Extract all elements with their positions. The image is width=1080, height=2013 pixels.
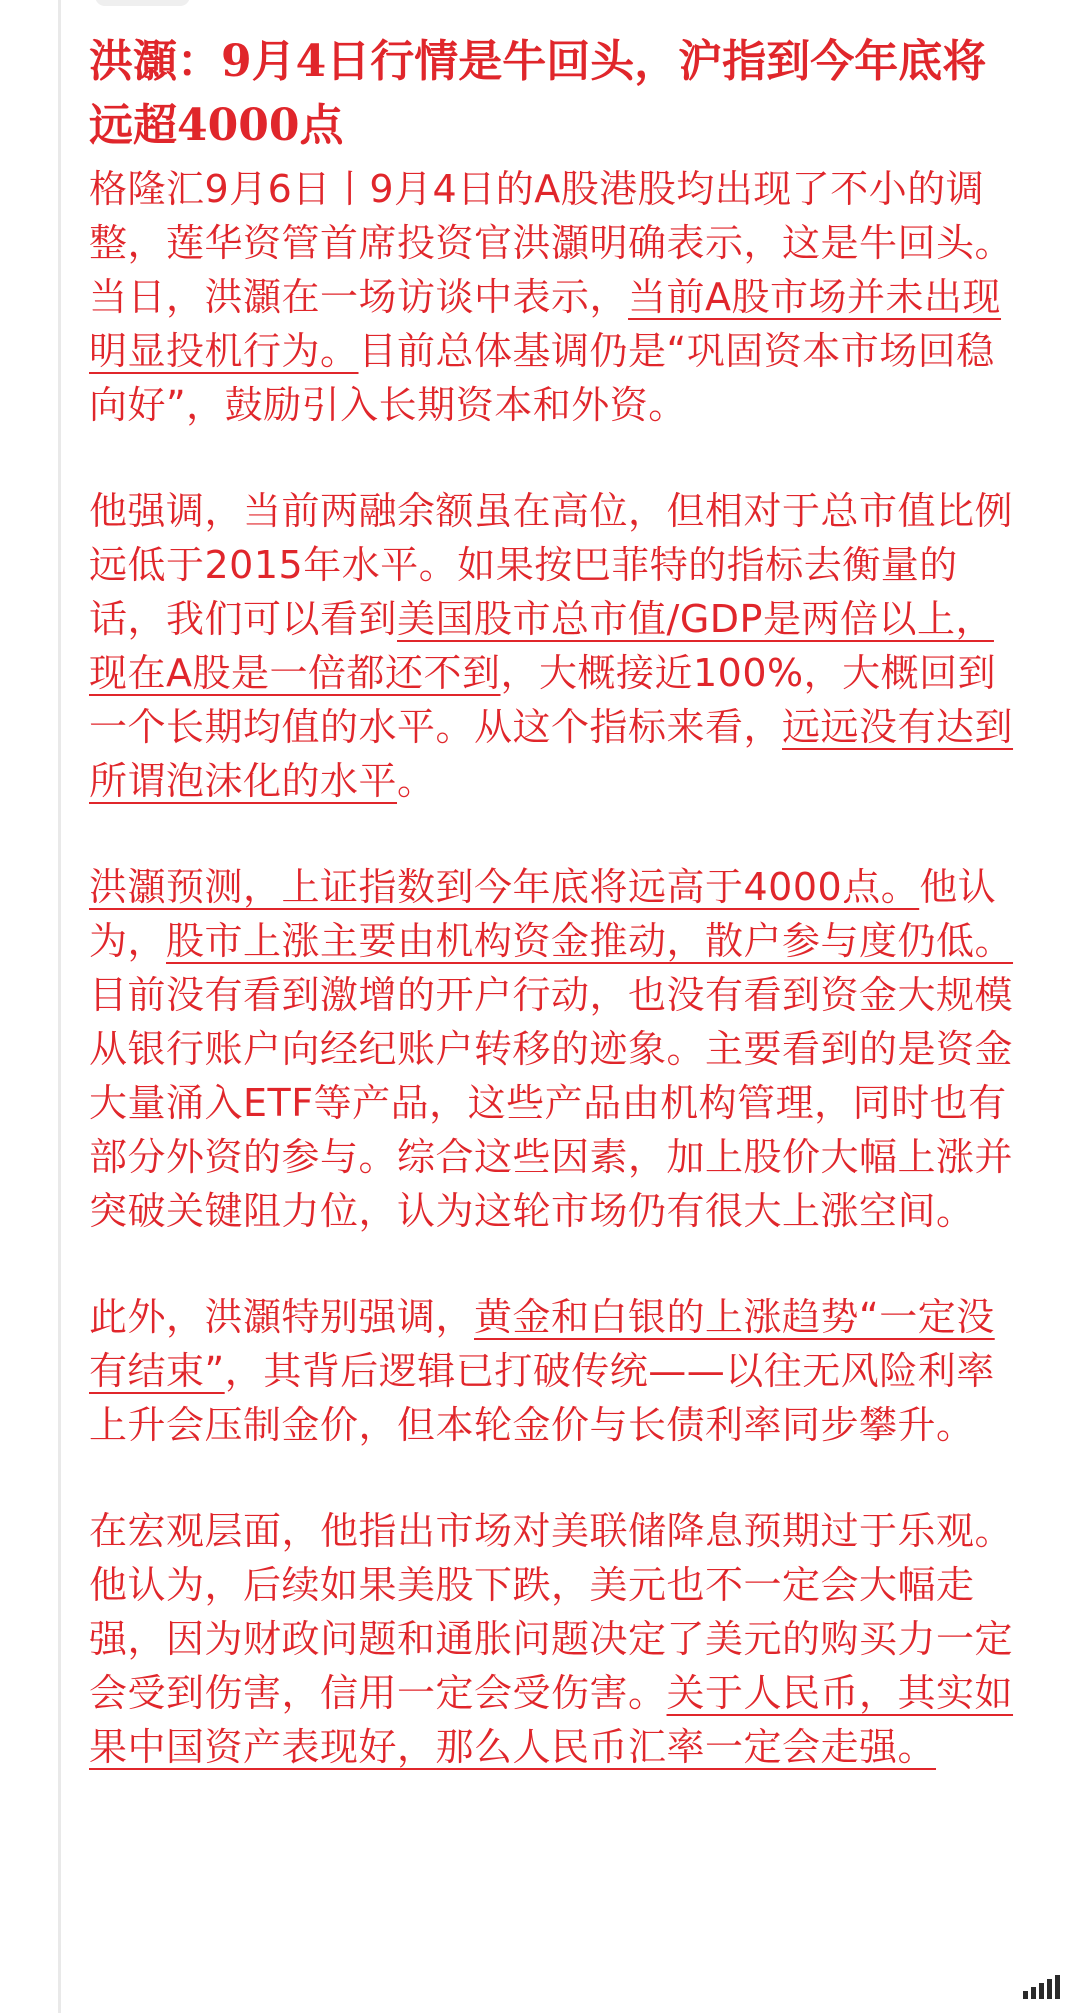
paragraph-5 — [89, 1504, 1019, 1774]
article — [89, 30, 1019, 1774]
paragraph-4-underlined-1: 黄金和白银的上涨趋势“一定没有结束” — [89, 1295, 995, 1393]
paragraph-4-text-1: 此外，洪灝特别强调， — [89, 1295, 475, 1339]
paragraph-2-text-3: 。 — [397, 759, 436, 803]
paragraph-1-text-2: 目前总体基调仍是“巩固资本市场回稳向好”，鼓励引入长期资本和外资。 — [89, 329, 995, 427]
paragraph-1-underlined-1: 当前A股市场并未出现明显投机行为。 — [89, 275, 1002, 373]
paragraph-2-underlined-2: 远远没有达到所谓泡沫化的水平 — [89, 705, 1014, 803]
signal-bars-icon — [1023, 1975, 1060, 1999]
paragraph-4-text-2: ，其背后逻辑已打破传统——以往无风险利率上升会压制金价，但本轮金价与长债利率同步攀升。 — [89, 1349, 995, 1447]
paragraph-3-text-1: 他认为， — [89, 865, 997, 963]
article-title: 洪灝：9月4日行情是牛回头，沪指到今年底将远超4000点 — [89, 36, 987, 151]
paragraph-3-underlined-1: 洪灝预测，上证指数到今年底将远高于4000点。 — [89, 865, 920, 909]
top-tab-decoration — [95, 0, 190, 6]
paragraph-3-text-2: 目前没有看到激增的开户行动，也没有看到资金大规模从银行账户向经纪账户转移的迹象。主要看到的是资金大量涌入ETF等产品，这些产品由机构管理，同时也有部分外资的参与。综合这些因素，加上股价大幅上涨并突破关键阻力位，认为这轮市场仍有很大上涨空间。 — [89, 973, 1014, 1233]
paragraph-5-text-1: 在宏观层面，他指出市场对美联储降息预期过于乐观。他认为，后续如果美股下跌，美元也不一定会大幅走强，因为财政问题和通胀问题决定了美元的购买力一定会受到伤害，信用一定会受伤害。 — [89, 1509, 1014, 1715]
paragraph-5-underlined-1: 关于人民币，其实如果中国资产表现好，那么人民币汇率一定会走强。 — [89, 1671, 1014, 1769]
paragraph-2 — [89, 484, 1019, 808]
paragraph-3-underlined-2: 股市上涨主要由机构资金推动，散户参与度仍低。 — [166, 919, 1014, 963]
paragraph-3 — [89, 860, 1019, 1238]
paragraph-4 — [89, 1290, 1019, 1452]
paragraph-1 — [89, 162, 1019, 432]
paragraph-2-underlined-1: 美国股市总市值/GDP是两倍以上，现在A股是一倍都还不到 — [89, 597, 994, 695]
paragraph-1-text-1: 格隆汇9月6日丨9月4日的A股港股均出现了不小的调整，莲华资管首席投资官洪灝明确表示，这是牛回头。当日，洪灝在一场访谈中表示， — [89, 167, 1014, 319]
left-border-rule — [58, 0, 61, 2013]
paragraph-2-text-1: 他强调，当前两融余额虽在高位，但相对于总市值比例远低于2015年水平。如果按巴菲特的指标去衡量的话，我们可以看到 — [89, 489, 1014, 641]
paragraph-2-text-2: ，大概接近100%，大概回到一个长期均值的水平。从这个指标来看， — [89, 651, 997, 749]
